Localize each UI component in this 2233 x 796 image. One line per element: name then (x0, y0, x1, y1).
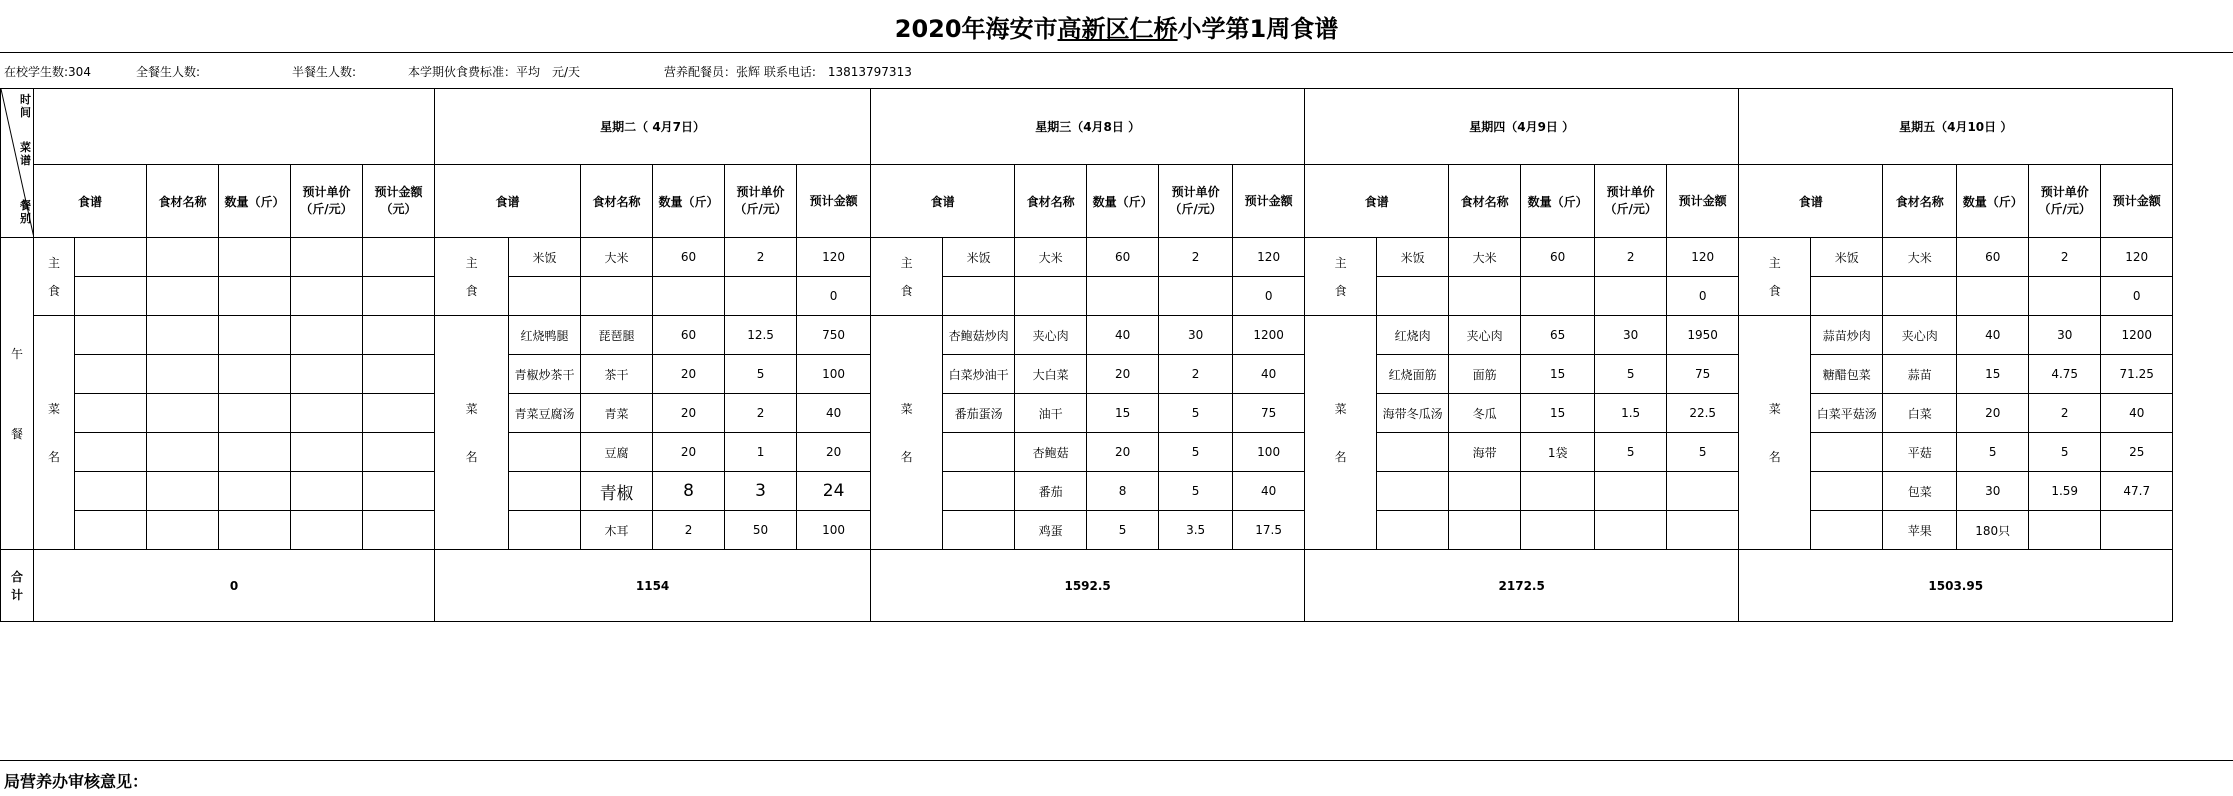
col-header-ingredient: 食材名称 (1883, 165, 1957, 238)
quantity-cell (219, 394, 291, 433)
ingredient-cell: 茶干 (581, 355, 653, 394)
day-total: 2172.5 (1305, 550, 1739, 622)
recipe-cell (75, 316, 147, 355)
amount-cell: 40 (2101, 394, 2173, 433)
staple-label (871, 238, 943, 316)
title-suffix: 小学第1周食谱 (1177, 14, 1339, 43)
col-header-unit-price: 预计单价（斤/元） (2029, 165, 2101, 238)
recipe-cell (1377, 472, 1449, 511)
title-district: 高新区仁桥 (1057, 14, 1178, 43)
quantity-cell: 20 (1957, 394, 2029, 433)
col-header-amount: 预计金额 (797, 165, 871, 238)
half-meal-count: 半餐生人数: (292, 65, 357, 79)
unit-price-cell (2029, 277, 2101, 316)
ingredient-cell: 鸡蛋 (1015, 511, 1087, 550)
recipe-cell (943, 277, 1015, 316)
day-total: 1592.5 (871, 550, 1305, 622)
recipe-cell: 海带冬瓜汤 (1377, 394, 1449, 433)
day-header: 星期三（4月8日 ） (871, 89, 1305, 165)
info-bar (0, 52, 2233, 89)
quantity-cell: 60 (1521, 238, 1595, 277)
amount-cell: 100 (1233, 433, 1305, 472)
quantity-cell (1521, 511, 1595, 550)
recipe-cell (509, 511, 581, 550)
col-header-unit-price: 预计单价（斤/元） (725, 165, 797, 238)
ingredient-cell: 油干 (1015, 394, 1087, 433)
recipe-cell (1377, 433, 1449, 472)
recipe-cell (75, 238, 147, 277)
unit-price-cell: 5 (1159, 394, 1233, 433)
unit-price-cell: 4.75 (2029, 355, 2101, 394)
ingredient-cell: 夹心肉 (1449, 316, 1521, 355)
unit-price-cell: 12.5 (725, 316, 797, 355)
unit-price-cell (1595, 277, 1667, 316)
col-header-ingredient: 食材名称 (1015, 165, 1087, 238)
dish-label (34, 316, 75, 550)
recipe-cell (1377, 277, 1449, 316)
unit-price-cell: 5 (2029, 433, 2101, 472)
quantity-cell (219, 511, 291, 550)
unit-price-cell (1595, 511, 1667, 550)
ingredient-cell (147, 238, 219, 277)
review-footer (0, 760, 2233, 796)
quantity-cell: 60 (1087, 238, 1159, 277)
meal-label (1, 238, 34, 550)
amount-cell: 100 (797, 511, 871, 550)
amount-cell (363, 433, 435, 472)
col-header-quantity: 数量（斤） (1957, 165, 2029, 238)
unit-price-cell (291, 316, 363, 355)
ingredient-cell: 蒜苗 (1883, 355, 1957, 394)
col-header-amount: 预计金额 (2101, 165, 2173, 238)
ingredient-cell: 琵琶腿 (581, 316, 653, 355)
amount-cell: 1200 (1233, 316, 1305, 355)
quantity-cell (1521, 472, 1595, 511)
unit-price-cell: 1.59 (2029, 472, 2101, 511)
recipe-cell: 白菜平菇汤 (1811, 394, 1883, 433)
recipe-cell: 糖醋包菜 (1811, 355, 1883, 394)
ingredient-cell (1449, 511, 1521, 550)
amount-cell: 40 (1233, 472, 1305, 511)
staple-label-text: 主食 (900, 255, 913, 298)
ingredient-cell (1883, 277, 1957, 316)
recipe-cell: 红烧鸭腿 (509, 316, 581, 355)
unit-price-cell: 2 (725, 238, 797, 277)
recipe-cell: 青椒炒茶干 (509, 355, 581, 394)
amount-cell: 75 (1667, 355, 1739, 394)
col-header-quantity: 数量（斤） (1521, 165, 1595, 238)
amount-cell (363, 511, 435, 550)
ingredient-cell: 夹心肉 (1015, 316, 1087, 355)
ingredient-cell: 大米 (581, 238, 653, 277)
amount-cell (363, 316, 435, 355)
recipe-cell (75, 277, 147, 316)
day-total: 1154 (435, 550, 871, 622)
recipe-cell (75, 355, 147, 394)
unit-price-cell: 2 (1159, 355, 1233, 394)
amount-cell: 47.7 (2101, 472, 2173, 511)
recipe-cell: 杏鲍菇炒肉 (943, 316, 1015, 355)
day-total: 0 (34, 550, 435, 622)
recipe-cell: 米饭 (509, 238, 581, 277)
amount-cell (363, 277, 435, 316)
amount-cell: 0 (1233, 277, 1305, 316)
dish-label (871, 316, 943, 550)
col-header-unit-price: 预计单价（斤/元） (291, 165, 363, 238)
quantity-cell (653, 277, 725, 316)
unit-price-cell (291, 238, 363, 277)
unit-price-cell (291, 472, 363, 511)
ingredient-cell: 大米 (1015, 238, 1087, 277)
amount-cell: 750 (797, 316, 871, 355)
recipe-cell (75, 433, 147, 472)
amount-cell: 1950 (1667, 316, 1739, 355)
unit-price-cell: 2 (2029, 394, 2101, 433)
col-header-recipe: 食谱 (871, 165, 1015, 238)
recipe-cell: 红烧肉 (1377, 316, 1449, 355)
amount-cell: 0 (1667, 277, 1739, 316)
quantity-cell: 15 (1957, 355, 2029, 394)
recipe-cell (1377, 511, 1449, 550)
unit-price-cell (1595, 472, 1667, 511)
amount-cell: 120 (2101, 238, 2173, 277)
recipe-cell (509, 472, 581, 511)
staple-label-text: 主食 (48, 255, 61, 298)
recipe-cell (943, 433, 1015, 472)
amount-cell: 0 (797, 277, 871, 316)
amount-cell: 24 (797, 472, 871, 511)
col-header-recipe: 食谱 (34, 165, 147, 238)
meal-label-text: 午餐 (11, 346, 24, 441)
unit-price-cell: 3 (725, 472, 797, 511)
amount-cell (363, 238, 435, 277)
recipe-cell: 蒜苗炒肉 (1811, 316, 1883, 355)
quantity-cell: 15 (1521, 355, 1595, 394)
ingredient-cell (147, 472, 219, 511)
ingredient-cell: 冬瓜 (1449, 394, 1521, 433)
recipe-cell: 米饭 (1811, 238, 1883, 277)
ingredient-cell: 青菜 (581, 394, 653, 433)
day-header (34, 89, 435, 165)
unit-price-cell: 5 (1595, 433, 1667, 472)
ingredient-cell: 白菜 (1883, 394, 1957, 433)
unit-price-cell: 3.5 (1159, 511, 1233, 550)
total-label (1, 550, 34, 622)
amount-cell: 75 (1233, 394, 1305, 433)
amount-cell: 40 (1233, 355, 1305, 394)
col-header-amount: 预计金额（元） (363, 165, 435, 238)
quantity-cell (219, 433, 291, 472)
col-header-ingredient: 食材名称 (147, 165, 219, 238)
unit-price-cell (1159, 277, 1233, 316)
corner-meal-label: 餐别 (20, 199, 31, 226)
staple-label (1305, 238, 1377, 316)
ingredient-cell: 平菇 (1883, 433, 1957, 472)
recipe-cell (1811, 433, 1883, 472)
ingredient-cell (1449, 277, 1521, 316)
amount-cell: 0 (2101, 277, 2173, 316)
quantity-cell: 60 (653, 238, 725, 277)
recipe-cell (943, 511, 1015, 550)
full-meal-count: 全餐生人数: (136, 65, 201, 79)
quantity-cell: 20 (1087, 355, 1159, 394)
quantity-cell (1957, 277, 2029, 316)
ingredient-cell (581, 277, 653, 316)
ingredient-cell: 夹心肉 (1883, 316, 1957, 355)
ingredient-cell (147, 277, 219, 316)
unit-price-cell (291, 394, 363, 433)
dish-label-text: 菜名 (1768, 401, 1781, 464)
col-header-recipe: 食谱 (1739, 165, 1883, 238)
dish-label-text: 菜名 (465, 401, 478, 464)
col-header-amount: 预计金额 (1667, 165, 1739, 238)
col-header-quantity: 数量（斤） (1087, 165, 1159, 238)
amount-cell: 22.5 (1667, 394, 1739, 433)
quantity-cell (1087, 277, 1159, 316)
staple-label (1739, 238, 1811, 316)
day-header: 星期二（ 4月7日） (435, 89, 871, 165)
unit-price-cell (291, 433, 363, 472)
review-label: 局营养办审核意见： (4, 772, 149, 791)
unit-price-cell: 5 (1595, 355, 1667, 394)
staple-label (34, 238, 75, 316)
quantity-cell (219, 277, 291, 316)
ingredient-cell: 豆腐 (581, 433, 653, 472)
unit-price-cell: 5 (1159, 433, 1233, 472)
unit-price-cell: 2 (2029, 238, 2101, 277)
recipe-cell (1811, 277, 1883, 316)
unit-price-cell: 1 (725, 433, 797, 472)
recipe-cell: 青菜豆腐汤 (509, 394, 581, 433)
amount-cell (1667, 511, 1739, 550)
unit-price-cell: 30 (1159, 316, 1233, 355)
ingredient-cell: 番茄 (1015, 472, 1087, 511)
col-header-unit-price: 预计单价（斤/元） (1159, 165, 1233, 238)
quantity-cell: 2 (653, 511, 725, 550)
dish-label (1739, 316, 1811, 550)
quantity-cell: 65 (1521, 316, 1595, 355)
amount-cell (363, 355, 435, 394)
unit-price-cell (291, 511, 363, 550)
quantity-cell: 40 (1087, 316, 1159, 355)
day-total: 1503.95 (1739, 550, 2173, 622)
page-title (0, 0, 2233, 52)
quantity-cell: 8 (653, 472, 725, 511)
amount-cell (363, 472, 435, 511)
ingredient-cell (1449, 472, 1521, 511)
ingredient-cell: 面筋 (1449, 355, 1521, 394)
quantity-cell: 20 (653, 394, 725, 433)
quantity-cell (219, 472, 291, 511)
unit-price-cell (725, 277, 797, 316)
total-label-text: 合计 (11, 569, 24, 602)
quantity-cell: 20 (653, 433, 725, 472)
quantity-cell (1521, 277, 1595, 316)
col-header-ingredient: 食材名称 (581, 165, 653, 238)
quantity-cell (219, 355, 291, 394)
amount-cell: 17.5 (1233, 511, 1305, 550)
menu-table (0, 88, 2233, 622)
recipe-cell: 米饭 (1377, 238, 1449, 277)
unit-price-cell: 1.5 (1595, 394, 1667, 433)
amount-cell: 5 (1667, 433, 1739, 472)
amount-cell: 20 (797, 433, 871, 472)
fee-standard: 本学期伙食费标准：平均 元/天 (408, 65, 581, 79)
quantity-cell: 5 (1087, 511, 1159, 550)
amount-cell: 1200 (2101, 316, 2173, 355)
ingredient-cell: 木耳 (581, 511, 653, 550)
amount-cell: 120 (1667, 238, 1739, 277)
amount-cell: 100 (797, 355, 871, 394)
ingredient-cell (147, 316, 219, 355)
recipe-cell (509, 433, 581, 472)
col-header-quantity: 数量（斤） (219, 165, 291, 238)
quantity-cell: 15 (1521, 394, 1595, 433)
quantity-cell: 15 (1087, 394, 1159, 433)
corner-time-label: 时间 (20, 93, 31, 120)
amount-cell: 120 (1233, 238, 1305, 277)
unit-price-cell: 30 (1595, 316, 1667, 355)
ingredient-cell: 大白菜 (1015, 355, 1087, 394)
corner-dish-label: 菜谱 (20, 141, 31, 168)
quantity-cell: 30 (1957, 472, 2029, 511)
amount-cell: 120 (797, 238, 871, 277)
recipe-cell (509, 277, 581, 316)
recipe-cell (75, 394, 147, 433)
dish-label-text: 菜名 (1334, 401, 1347, 464)
quantity-cell: 40 (1957, 316, 2029, 355)
ingredient-cell (1015, 277, 1087, 316)
amount-cell (2101, 511, 2173, 550)
ingredient-cell: 杏鲍菇 (1015, 433, 1087, 472)
col-header-ingredient: 食材名称 (1449, 165, 1521, 238)
ingredient-cell: 大米 (1883, 238, 1957, 277)
recipe-cell: 米饭 (943, 238, 1015, 277)
col-header-unit-price: 预计单价（斤/元） (1595, 165, 1667, 238)
amount-cell: 71.25 (2101, 355, 2173, 394)
recipe-cell: 红烧面筋 (1377, 355, 1449, 394)
unit-price-cell: 2 (1159, 238, 1233, 277)
recipe-cell (1811, 472, 1883, 511)
ingredient-cell (147, 433, 219, 472)
staple-label-text: 主食 (1768, 255, 1781, 298)
dish-label (1305, 316, 1377, 550)
dish-label-text: 菜名 (48, 401, 61, 464)
amount-cell: 25 (2101, 433, 2173, 472)
ingredient-cell: 包菜 (1883, 472, 1957, 511)
recipe-cell: 白菜炒油干 (943, 355, 1015, 394)
day-header: 星期五（4月10日 ） (1739, 89, 2173, 165)
col-header-recipe: 食谱 (435, 165, 581, 238)
quantity-cell: 60 (1957, 238, 2029, 277)
quantity-cell: 20 (653, 355, 725, 394)
unit-price-cell: 30 (2029, 316, 2101, 355)
unit-price-cell: 5 (1159, 472, 1233, 511)
quantity-cell: 180只 (1957, 511, 2029, 550)
amount-cell: 40 (797, 394, 871, 433)
recipe-cell: 番茄蛋汤 (943, 394, 1015, 433)
nutrition-staff: 营养配餐员：张辉 联系电话: 13813797313 (664, 65, 912, 79)
quantity-cell: 60 (653, 316, 725, 355)
unit-price-cell (291, 355, 363, 394)
header-corner (1, 89, 34, 238)
dish-label-text: 菜名 (900, 401, 913, 464)
unit-price-cell: 2 (725, 394, 797, 433)
quantity-cell: 8 (1087, 472, 1159, 511)
staple-label-text: 主食 (465, 255, 478, 298)
amount-cell (363, 394, 435, 433)
unit-price-cell: 2 (1595, 238, 1667, 277)
recipe-cell (943, 472, 1015, 511)
ingredient-cell: 海带 (1449, 433, 1521, 472)
staple-label (435, 238, 509, 316)
unit-price-cell (2029, 511, 2101, 550)
student-count: 在校学生数:304 (4, 65, 91, 79)
unit-price-cell: 50 (725, 511, 797, 550)
ingredient-cell (147, 355, 219, 394)
quantity-cell (219, 238, 291, 277)
unit-price-cell (291, 277, 363, 316)
ingredient-cell: 青椒 (581, 472, 653, 511)
quantity-cell: 20 (1087, 433, 1159, 472)
day-header: 星期四（4月9日 ） (1305, 89, 1739, 165)
ingredient-cell: 大米 (1449, 238, 1521, 277)
recipe-cell (75, 472, 147, 511)
amount-cell (1667, 472, 1739, 511)
col-header-recipe: 食谱 (1305, 165, 1449, 238)
ingredient-cell (147, 394, 219, 433)
quantity-cell: 1袋 (1521, 433, 1595, 472)
ingredient-cell: 苹果 (1883, 511, 1957, 550)
staple-label-text: 主食 (1334, 255, 1347, 298)
col-header-amount: 预计金额 (1233, 165, 1305, 238)
col-header-quantity: 数量（斤） (653, 165, 725, 238)
quantity-cell: 5 (1957, 433, 2029, 472)
unit-price-cell: 5 (725, 355, 797, 394)
recipe-cell (75, 511, 147, 550)
dish-label (435, 316, 509, 550)
title-prefix: 2020年海安市 (894, 14, 1058, 43)
recipe-cell (1811, 511, 1883, 550)
ingredient-cell (147, 511, 219, 550)
quantity-cell (219, 316, 291, 355)
